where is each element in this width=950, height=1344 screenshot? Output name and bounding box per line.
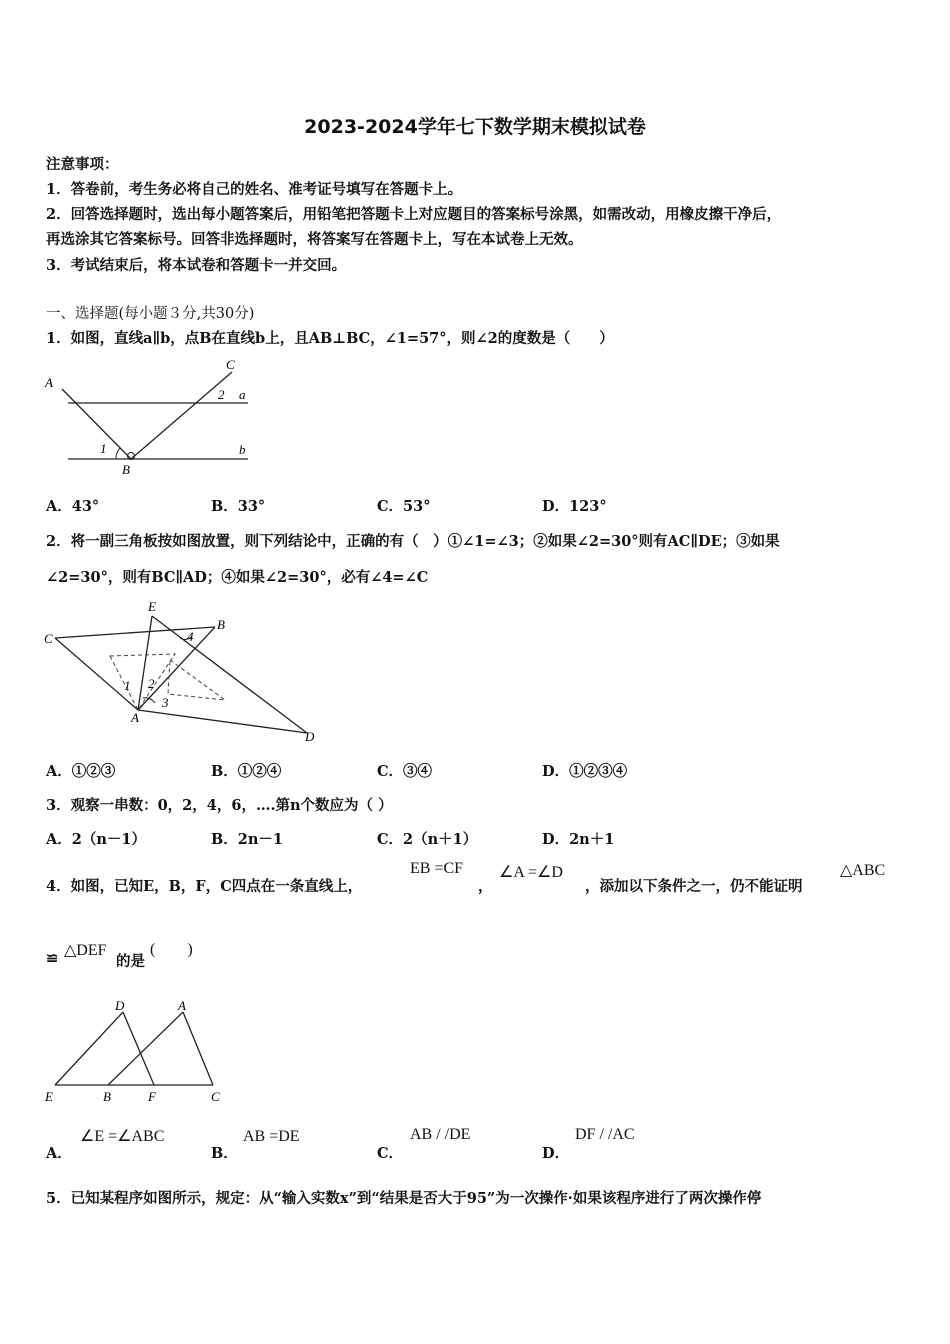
q3-option-c: C．2（n＋1）	[377, 831, 478, 848]
q4-option-c-letter: C．	[377, 1145, 404, 1162]
notice-item-2-cont: 再选涂其它答案标号。回答非选择题时，将答案写在答题卡上，写在本试卷上无效。	[46, 231, 583, 248]
q4-option-b-letter: B．	[211, 1145, 238, 1162]
notice-heading: 注意事项：	[46, 156, 119, 173]
q4-stem-a: 4．如图，已知E，B，F，C四点在一条直线上，	[46, 878, 363, 895]
q4-stem-b: ，添加以下条件之一，仍不能证明	[585, 878, 803, 895]
q4-label-A: A	[178, 998, 186, 1013]
notice-item-3: 3．考试结束后，将本试卷和答题卡一并交回。	[46, 257, 347, 274]
q3-option-a: A．2（n－1）	[46, 831, 146, 848]
q2-option-d: D．①②③④	[542, 763, 628, 780]
q1-option-d: D．123°	[542, 498, 607, 515]
q3-stem: 3．观察一串数：0，2，4，6，….第n个数应为（ ）	[46, 797, 393, 814]
q2-stem-line1: 2．将一副三角板按如图放置，则下列结论中，正确的有（ ）①∠1=∠3；②如果∠2=30°则有AC∥DE；③如果	[46, 533, 780, 550]
q4-congruent-sign: ≌	[46, 950, 59, 967]
q4-formula-abc: △ABC	[840, 862, 886, 879]
q4-label-D: D	[115, 998, 125, 1013]
q2-label-1: 1	[124, 678, 131, 693]
q3-option-d: D．2n＋1	[542, 831, 615, 848]
q2-label-2: 2	[148, 676, 155, 691]
q3-option-b: B．2n－1	[211, 831, 283, 848]
q4-label-F: F	[148, 1089, 156, 1104]
q4-formula-angle: ∠A =∠D	[499, 864, 563, 881]
q1-option-a: A．43°	[46, 498, 100, 515]
notice-item-2: 2．回答选择题时，选出每小题答案后，用铅笔把答题卡上对应题目的答案标号涂黑，如需改动，用橡皮擦干净后，	[46, 206, 782, 223]
q1-label-C: C	[226, 357, 235, 372]
q2-label-A: A	[131, 710, 139, 725]
page-title: 2023-2024学年七下数学期末模拟试卷	[304, 116, 646, 138]
q4-option-a-letter: A．	[46, 1145, 72, 1162]
q4-stem-c: 的是	[116, 953, 145, 970]
q5-stem: 5．已知某程序如图所示，规定：从“输入实数x”到“结果是否大于95”为一次操作·如果该程序进行了两次操作停	[46, 1190, 762, 1207]
q1-label-a: a	[239, 387, 246, 402]
notice-item-1: 1．答卷前，考生务必将自己的姓名、准考证号填写在答题卡上。	[46, 181, 463, 198]
q4-formula-def: △DEF	[64, 942, 107, 959]
q1-label-B: B	[122, 462, 130, 477]
q1-option-c: C．53°	[377, 498, 431, 515]
q2-label-4: 4	[187, 629, 194, 644]
q4-answer-paren: ( )	[150, 941, 193, 958]
q2-label-C: C	[44, 631, 53, 646]
q4-label-B: B	[103, 1089, 111, 1104]
q2-label-3: 3	[162, 695, 169, 710]
q1-label-b: b	[239, 442, 246, 457]
q2-label-E: E	[148, 599, 156, 614]
section-heading: 一、选择题(每小题３分,共30分)	[46, 306, 255, 322]
q2-figure	[40, 598, 325, 748]
q1-label-1: 1	[100, 441, 107, 456]
q1-figure	[40, 355, 265, 480]
q4-option-b-formula: AB =DE	[243, 1128, 300, 1145]
q4-comma: ，	[478, 878, 493, 895]
q4-formula-eb-cf: EB =CF	[410, 860, 464, 877]
q4-label-E: E	[45, 1089, 53, 1104]
q2-option-b: B．①②④	[211, 763, 282, 780]
q4-option-a-formula: ∠E =∠ABC	[80, 1128, 165, 1145]
q2-label-B: B	[217, 617, 225, 632]
q1-label-A: A	[45, 375, 53, 390]
q4-figure	[40, 995, 240, 1107]
q1-stem: 1．如图，直线a∥b，点B在直线b上，且AB⊥BC，∠1=57°，则∠2的度数是（ ）	[46, 330, 614, 347]
q2-option-c: C．③④	[377, 763, 433, 780]
q2-option-a: A．①②③	[46, 763, 116, 780]
q2-label-D: D	[305, 729, 315, 744]
q4-option-c-formula: AB / /DE	[410, 1126, 471, 1143]
q4-label-C: C	[211, 1089, 220, 1104]
q4-option-d-letter: D．	[542, 1145, 570, 1162]
q2-stem-line2: ∠2=30°，则有BC∥AD；④如果∠2=30°，必有∠4=∠C	[46, 569, 429, 586]
q1-option-b: B．33°	[211, 498, 266, 515]
q1-label-2: 2	[218, 387, 225, 402]
q4-option-d-formula: DF / /AC	[575, 1126, 635, 1143]
